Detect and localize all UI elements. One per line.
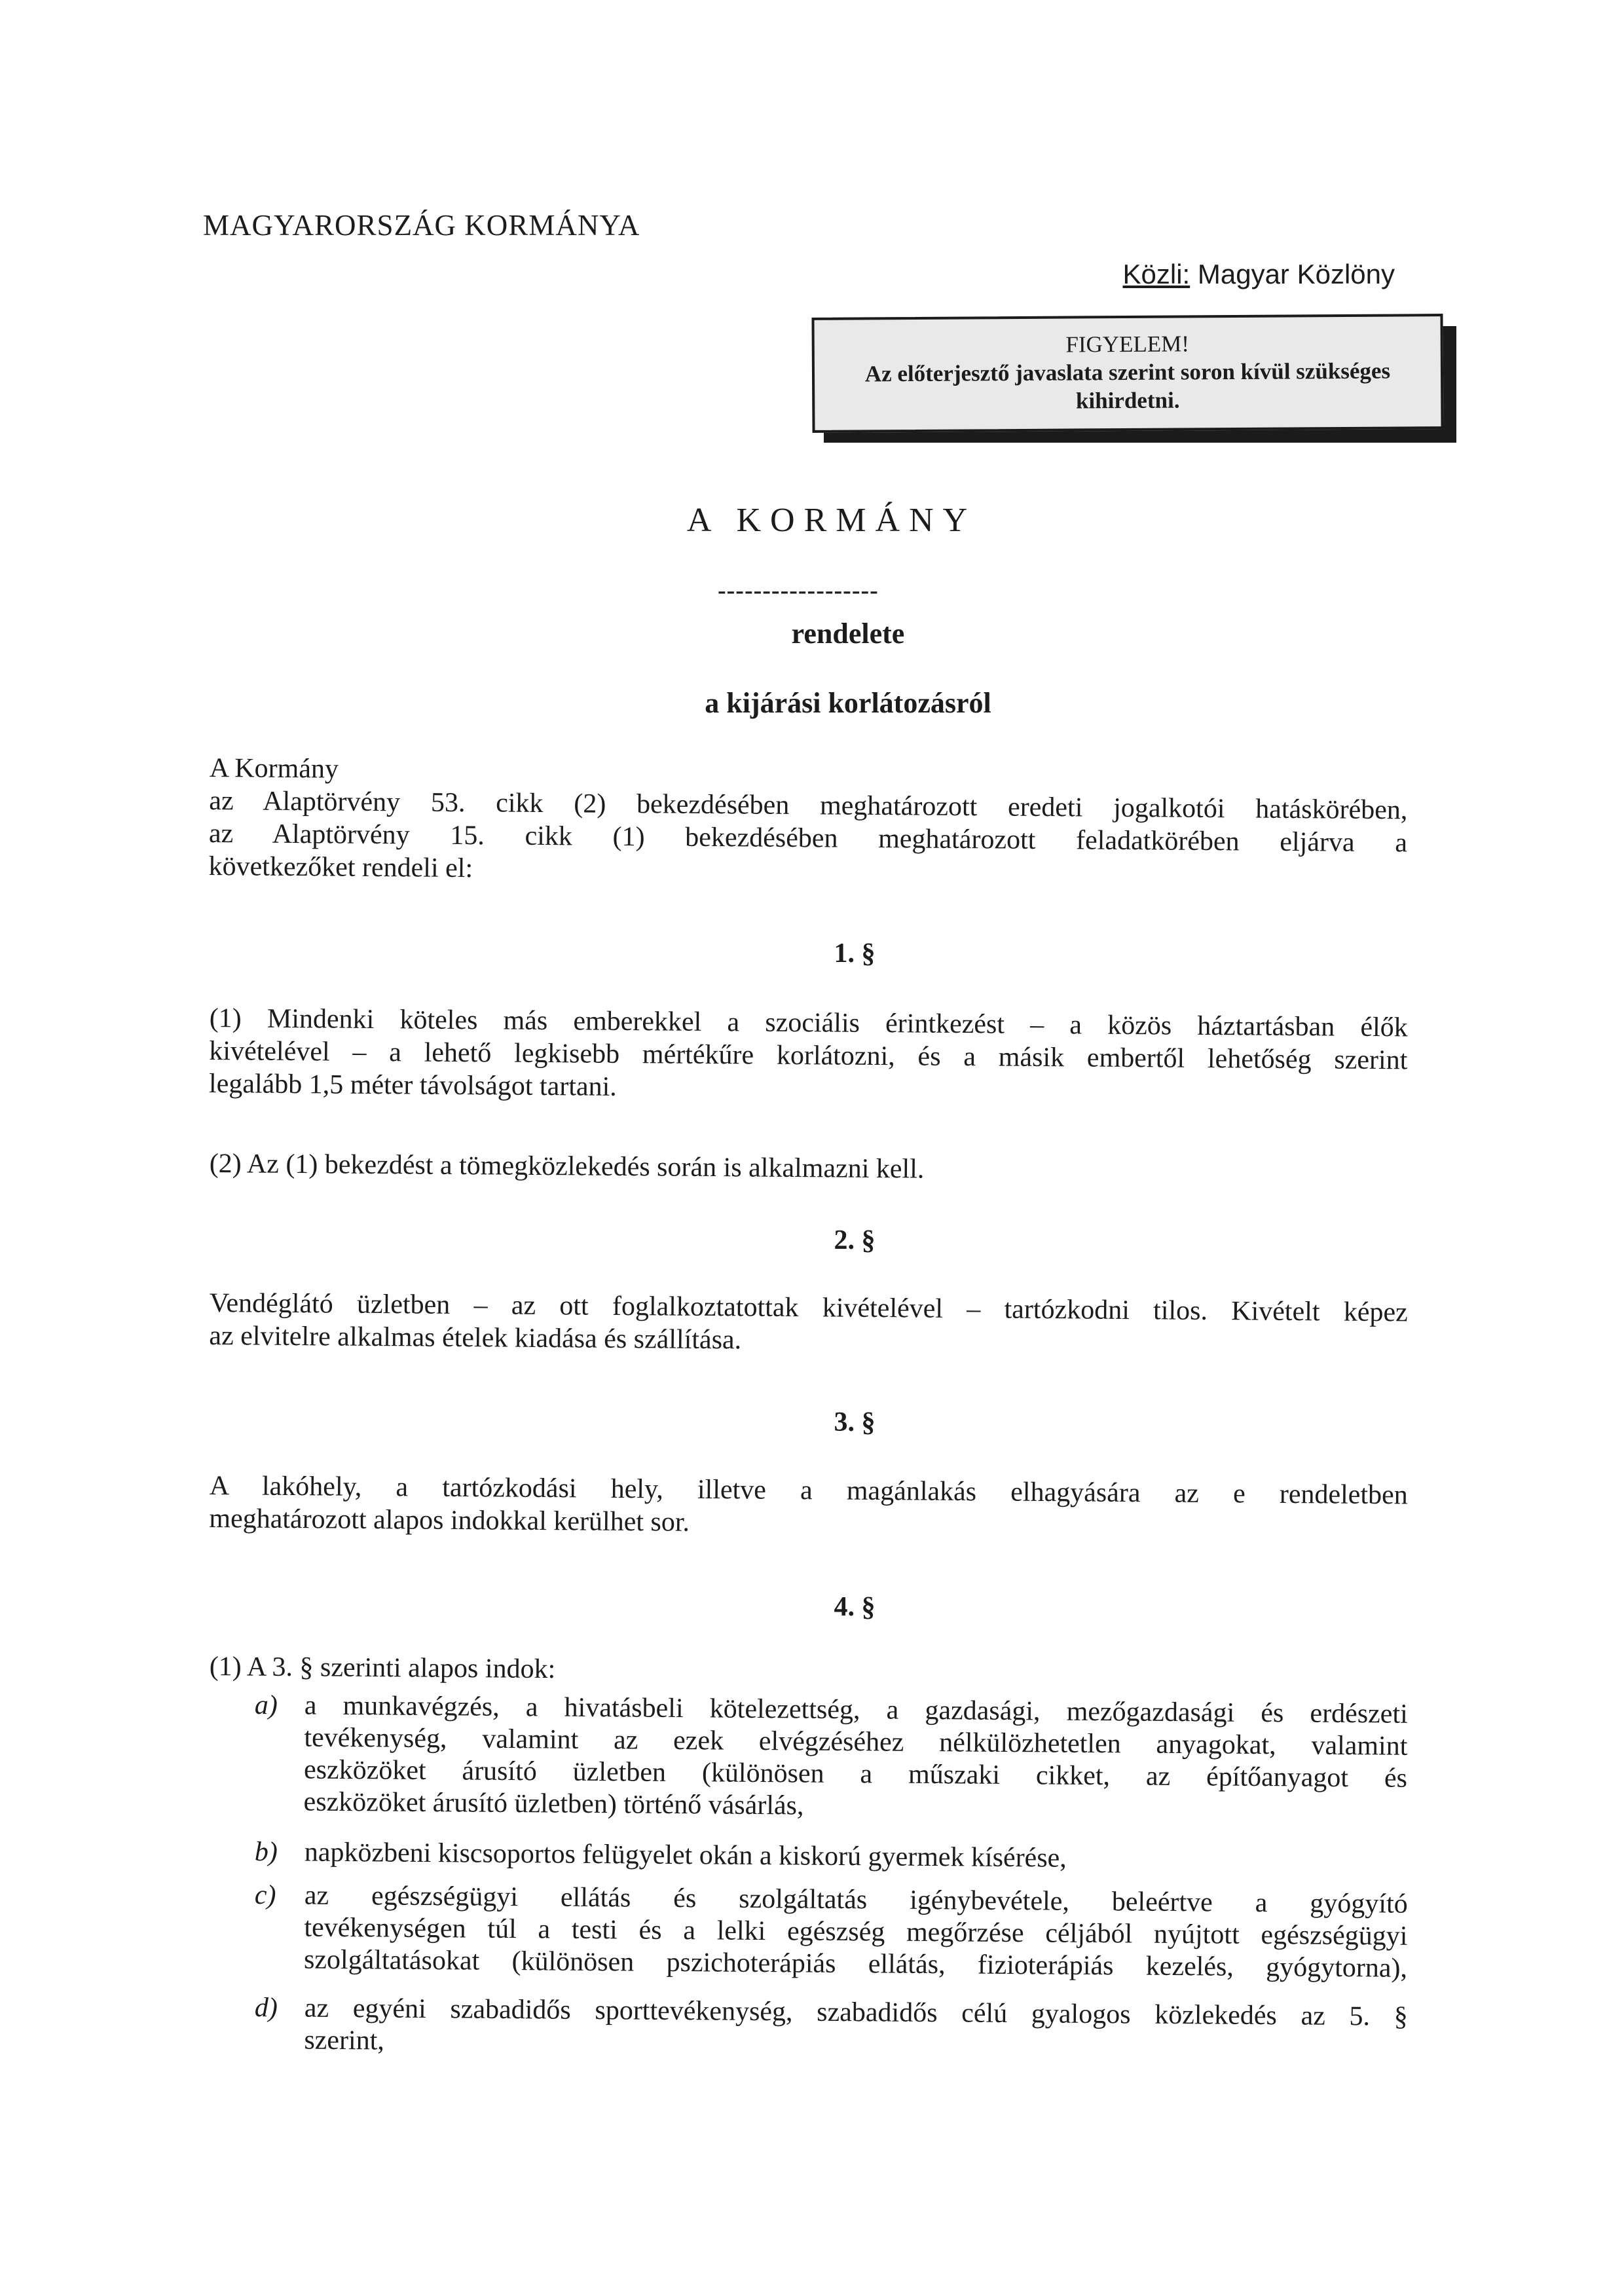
list-item-letter: c) (254, 1879, 276, 1911)
decree-type: rendelete (791, 618, 905, 650)
section-number: 2. § (834, 1225, 876, 1255)
list-item (254, 1879, 1408, 1985)
section-1-paragraph-1 (209, 1002, 1408, 1109)
list-item-letter: b) (254, 1836, 278, 1868)
paragraph-line: az elvitelre alkalmas ételek kiadása és szállítása. (209, 1320, 742, 1356)
section-number: 4. § (834, 1592, 876, 1622)
preamble (208, 752, 1408, 892)
list-item-line: a munkavégzés, a hivatásbeli kötelezettség, a gazdasági, mezőgazdasági és erdészeti (304, 1690, 1408, 1729)
publisher-label: Közli: (1122, 259, 1190, 289)
list-item-line: az egészségügyi ellátás és szolgáltatás igénybevétele, beleértve a gyógyító (304, 1880, 1408, 1919)
section-number: 3. § (834, 1407, 876, 1437)
section-3-paragraph (209, 1469, 1408, 1544)
preamble-line: az Alaptörvény 53. cikk (2) bekezdésében meghatározott eredeti jogalkotói hatáskörében, (209, 785, 1408, 826)
decree-subject: a kijárási korlátozásról (705, 687, 991, 719)
section-2-paragraph (209, 1287, 1408, 1361)
list-item (254, 1992, 1408, 2065)
list-item-line: szolgáltatásokat (különösen pszichoterápiás ellátás, fizioterápiás kezelés, gyógytorna), (303, 1944, 1408, 1984)
list-item-text (303, 1690, 1407, 1827)
list-item-letter: a) (254, 1690, 278, 1721)
list-item-letter: d) (254, 1992, 278, 2024)
list-item-text (304, 1837, 1408, 1877)
publisher-value: Magyar Közlöny (1197, 259, 1395, 289)
list-item-line: tevékenység, valamint az ezek elvégzéséhez nélkülözhetetlen anyagokat, valamint (304, 1722, 1408, 1762)
notice-title: FIGYELEM! (1065, 331, 1190, 358)
preamble-line: következőket rendeli el: (208, 851, 473, 884)
paragraph-line: (2) Az (1) bekezdést a tömegközlekedés során is alkalmazni kell. (209, 1148, 925, 1185)
list-item-line: eszközöket árusító üzletben (különösen a műszaki cikket, az építőanyagot és (303, 1754, 1408, 1794)
paragraph-line: (1) Mindenki köteles más emberekkel a szociális érintkezést – a közös háztartásban élők (209, 1003, 1408, 1043)
paragraph-line: kivételével – a lehető legkisebb mértékűre korlátozni, és a másik embertől lehetőség szerint (209, 1035, 1408, 1076)
list-item-line: tevékenységen túl a testi és a lelki egészség megőrzése céljából nyújtott egészségügyi (304, 1912, 1408, 1951)
section-number: 1. § (834, 938, 876, 969)
issuer-title: A KORMÁNY (686, 502, 977, 539)
paragraph-line: A lakóhely, a tartózkodási hely, illetve a magánlakás elhagyására az e rendeletben (209, 1471, 1408, 1511)
preamble-line: az Alaptörvény 15. cikk (1) bekezdésében meghatározott feladatkörében eljárva a (208, 818, 1408, 859)
paragraph-line: (1) A 3. § szerinti alapos indok: (209, 1652, 556, 1685)
list-item (254, 1836, 1408, 1877)
list-item-line: szerint, (304, 2025, 385, 2056)
notice-line-1: Az előterjesztő javaslata szerint soron kívül szükséges (864, 358, 1391, 387)
notice-box (811, 314, 1443, 433)
paragraph-line: legalább 1,5 méter távolságot tartani. (208, 1068, 617, 1102)
list-item-line: napközbeni kiscsoportos felügyelet okán a kiskorú gyermek kísérése, (304, 1837, 1067, 1874)
paragraph-line: meghatározott alapos indokkal kerülhet sor. (209, 1503, 690, 1538)
list-item-line: az egyéni szabadidős sporttevékenység, szabadidős célú gyalogos közlekedés az 5. § (304, 1993, 1408, 2032)
section-1-paragraph-2 (210, 1147, 1408, 1189)
list-item-text (304, 1880, 1408, 1985)
publisher-line (1122, 259, 1395, 290)
government-header: MAGYARORSZÁG KORMÁNYA (203, 209, 640, 242)
paragraph-line: Vendéglátó üzletben – az ott foglalkoztatottak kivételével – tartózkodni tilos. Kivételt képez (209, 1287, 1408, 1328)
decree-number-placeholder: ------------------ (718, 577, 879, 604)
list-item-line: eszközöket árusító üzletben) történő vásárlás, (303, 1786, 804, 1821)
list-item (254, 1690, 1408, 1827)
list-item-text (304, 1993, 1408, 2065)
section-4-intro (210, 1650, 1408, 1692)
preamble-line: A Kormány (209, 752, 339, 785)
notice-line-2: kihirdetni. (1075, 387, 1180, 414)
